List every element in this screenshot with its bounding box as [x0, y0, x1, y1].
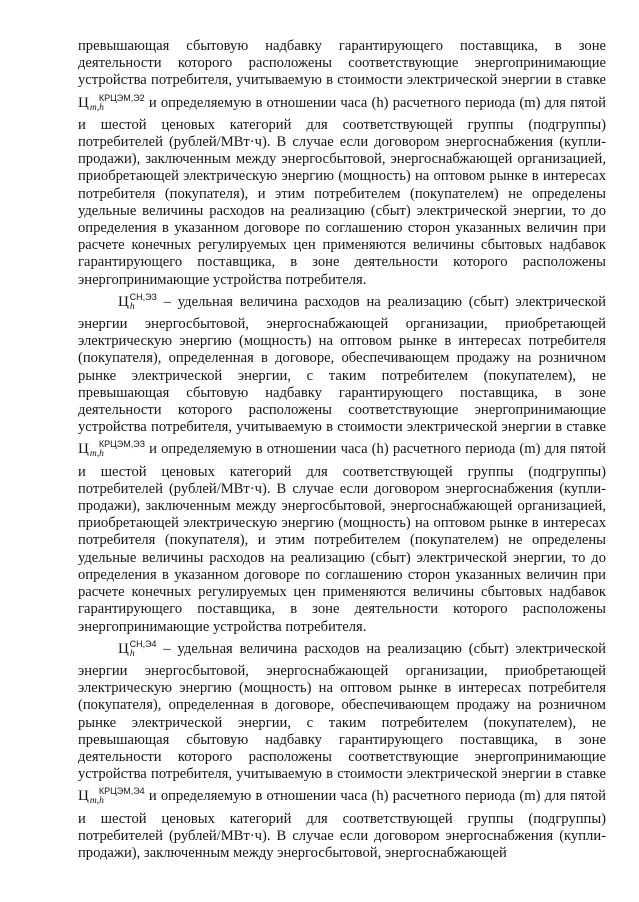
- paragraph-text: – удельная величина расходов на реализацию (сбыт) электрической энергии энергосбытовой, энергоснабжающей организации, приобретающей электрическую энергию (мощность) на оптовом рынке в интересах потребителя (покупателя), определенная в договоре, обеспечивающем продажу на розничном рынке электрической энергии, с таким потребителем (покупателем), не превышающая сбытовую надбавку гарантирующего поставщика, в зоне деятельности которого расположены соответствующие энергопринимающие устройства потребителя, учитываемую в стоимости электрической энергии в ставке: [78, 640, 606, 783]
- paragraph-text: превышающая сбытовую надбавку гарантирующего поставщика, в зоне деятельности которого расположены соответствующие энергопринимающие устройства потребителя, учитываемую в стоимости электрической энергии в ставке: [78, 38, 606, 89]
- paragraph-definition-e4: [78, 636, 606, 862]
- paragraph-text: и определяемую в отношении часа (h) расчетного периода (m) для пятой и шестой ценовых категорий для соответствующей группы (подгруппы) потребителей (рублей/МВт·ч). В случае если договором энергоснабжения (купли-продажи), заключенным между энергосбытовой, энергоснабжающей: [78, 788, 606, 861]
- paragraph-text: и определяемую в отношении часа (h) расчетного периода (m) для пятой и шестой ценовых категорий для соответствующей группы (подгруппы) потребителей (рублей/МВт·ч). В случае если договором энергоснабжения (купли-продажи), заключенным между энергосбытовой, энергоснабжающей организацией, приобретающей электрическую энергию (мощность) на оптовом рынке в интересах потребителя (покупателя), и этим потребителем (покупателем) не определены удельные величины расходов на реализацию (сбыт) электрической энергии, то до определения в указанном договоре по соглашению сторон указанных величин при расчете конечных регулируемых цен применяются величины сбытовых надбавок гарантирующего поставщика, в зоне деятельности которого расположены энергопринимающие устройства потребителя.: [78, 441, 606, 635]
- paragraph-text: и определяемую в отношении часа (h) расчетного периода (m) для пятой и шестой ценовых категорий для соответствующей группы (подгруппы) потребителей (рублей/МВт·ч). В случае если договором энергоснабжения (купли-продажи), заключенным между энергосбытовой, энергоснабжающей организацией, приобретающей электрическую энергию (мощность) на оптовом рынке в интересах потребителя (покупателя), и этим потребителем (покупателем) не определены удельные величины расходов на реализацию (сбыт) электрической энергии, то до определения в указанном договоре по соглашению сторон указанных величин при расчете конечных регулируемых цен применяются величины сбытовых надбавок гарантирующего поставщика, в зоне деятельности которого расположены энергопринимающие устройства потребителя.: [78, 94, 606, 288]
- symbol-sn-e4: $Ц_h^{СН,Э4}$: [118, 638, 157, 659]
- tariff-symbol-e4: $Ц_{m,h}^{КРЦЭМ,Э4}$: [78, 786, 145, 807]
- tariff-symbol-e3: $Ц_{m,h}^{КРЦЭМ,ЭЗ}$: [78, 439, 146, 460]
- paragraph-text: – удельная величина расходов на реализацию (сбыт) электрической энергии энергосбытовой, энергоснабжающей организации, приобретающей электрическую энергию (мощность) на оптовом рынке в интересах потребителя (покупателя), определенная в договоре, обеспечивающем продажу на розничном рынке электрической энергии, с таким потребителем (покупателем), не превышающая сбытовую надбавку гарантирующего поставщика, в зоне деятельности которого расположены соответствующие энергопринимающие устройства потребителя, учитываемую в стоимости электрической энергии в ставке: [78, 293, 606, 436]
- tariff-symbol-e2: $Ц_{m,h}^{КРЦЭМ,Э2}$: [78, 92, 145, 113]
- document-page: [78, 38, 606, 862]
- paragraph-definition-e3: [78, 289, 606, 636]
- symbol-sn-e3: $Ц_h^{СН,ЭЗ}$: [118, 291, 157, 312]
- paragraph-continuation: [78, 38, 606, 289]
